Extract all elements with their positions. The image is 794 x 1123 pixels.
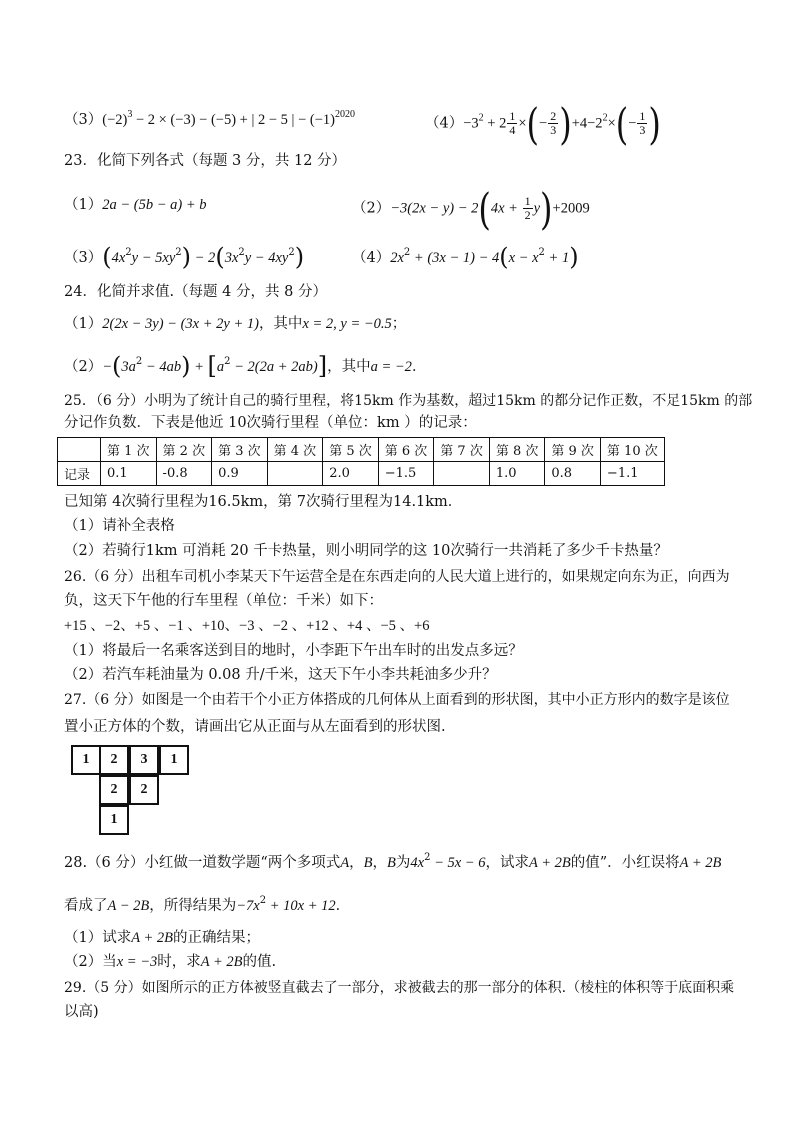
table-header-cell [58,438,101,462]
table-header-cell: 第 10 次 [600,438,664,462]
grid-cell: 1 [99,805,129,835]
q25-line1: 25．（6 分）小明为了统计自己的骑行里程，将15km 作为基数，超过15km 的都分记作正数，不足15km 的部 [64,393,753,409]
q27-line2: 置小正方体的个数，请画出它从正面与从左面看到的形状图. [64,719,446,735]
grid-cell: 2 [99,775,129,805]
q22-part4: $(4)-3^2 + 2$ $\frac{1}{4}$ ×(− $\frac{2}{3}$ )$+4-2^2\times(-$ $\frac{1}{3}$ ) [425,97,661,150]
q26-line1: 26.（6 分）出租车司机小李某天下午运营全是在东西走向的人民大道上进行的，如果规定向东为正，向西为 [64,569,730,585]
q28-line2: 看成了A − 2B，所得结果为$-7x^2 + 10x + 12$． [64,895,351,914]
table-header-cell: 第 6 次 [378,438,434,462]
table-cell: 0.1 [101,462,157,486]
q24-title: 24．化简并求值.（每题 4 分，共 8 分） [64,284,327,300]
table-cell: 0.9 [212,462,268,486]
q29-line1: 29.（5 分）如图所示的正方体被竖直截去了一部分，求被截去的那一部分的体积.（棱柱的体积等于底面积乘 [64,980,735,996]
grid-cell: 1 [159,745,189,775]
table-cell: −1.1 [600,462,664,486]
table-cell: −1.5 [378,462,434,486]
table-header-cell: 第 2 次 [156,438,212,462]
q26-line2: 负，这天下午他的行车里程（单位：千米）如下： [64,593,383,609]
grid-cell: 2 [129,775,159,805]
table-cell: -0.8 [156,462,212,486]
q24-part2: $(2)-(3a^2 - 4ab) + [a^2 - 2(2a + 2ab)]$，其中a = −2． [64,352,427,380]
grid-cell: 3 [129,745,159,775]
table-header-cell: 第 9 次 [545,438,601,462]
grid-cell: 2 [99,745,129,775]
table-header-cell: 第 1 次 [101,438,157,462]
q24-part1: （1）2(2x − 3y) − (3x + 2y + 1)，其中x = 2, y = −0.5； [64,316,407,332]
q28-sub1: （1）试求A + 2B的正确结果； [64,930,260,946]
table-header-cell: 第 7 次 [434,438,490,462]
table-header-row [58,438,665,462]
q23-title: 23．化简下列各式（每题 3 分，共 12 分） [64,153,347,169]
table-row-label: 记录 [58,462,101,486]
q23-part1: （1）2a − (5b − a) + b [64,197,207,213]
q22-part3: $(3)(-2)^3 - 2 \times (-3) - (-5)$ + | 2 − 5 | − $(-1)^{2020}$ [64,109,355,128]
q26-sub1: （1）将最后一名乘客送到目的地时，小李距下午出车时的出发点多远？ [64,643,523,659]
q23-part2: （2）−3(2x − y) − 2(4x + $\frac{1}{2}$ y)+2009 [352,182,590,235]
table-header-cell: 第 5 次 [323,438,379,462]
q23-part4: $(4)2x^2 + (3x - 1) - 4(x - x^2 + 1)$ [352,243,579,271]
table-header-cell: 第 4 次 [267,438,323,462]
q28-sub2: （2）当x = −3时，求A + 2B的值. [64,954,277,970]
table-cell: 0.8 [545,462,601,486]
q25-note: 已知第 4次骑行里程为16.5km，第 7次骑行里程为14.1km． [64,494,463,510]
q25-sub1: （1）请补全表格 [64,518,175,534]
q23-part3: $(3)(4x^2y - 5xy^2) - 2(3x^2y - 4xy^2)$ [64,243,305,271]
q29-line2: 以高) [64,1004,99,1020]
table-cell: 1.0 [489,462,545,486]
riding-record-table [57,437,665,486]
table-row [58,462,665,486]
q26-sub2: （2）若汽车耗油量为 0.08 升/千米，这天下午小李共耗油多少升？ [64,667,497,683]
table-cell [434,462,490,486]
q27-line1: 27.（6 分）如图是一个由若干个小正方体搭成的几何体从上面看到的形状图，其中小正方形内的数字是该位 [64,692,730,708]
q25-line2: 分记作负数．下表是他近 10次骑行里程（单位：km ）的记录： [64,415,477,431]
q25-sub2: （2）若骑行1km 可消耗 20 千卡热量，则小明同学的这 10次骑行一共消耗了多少千卡热量？ [64,543,668,559]
q28-line1: 28.（6 分）小红做一道数学题“两个多项式A，B，B为$4x^2 - 5x - 6$，试求A + 2B的值”．小红误将A + 2B [64,852,722,871]
table-header-cell: 第 3 次 [212,438,268,462]
q26-data: +15 、−2、+5 、−1 、+10、−3 、−2 、+12 、+4 、−5 、+6 [64,618,430,634]
table-cell [267,462,323,486]
table-header-cell: 第 8 次 [489,438,545,462]
table-cell: 2.0 [323,462,379,486]
grid-cell: 1 [71,745,101,775]
